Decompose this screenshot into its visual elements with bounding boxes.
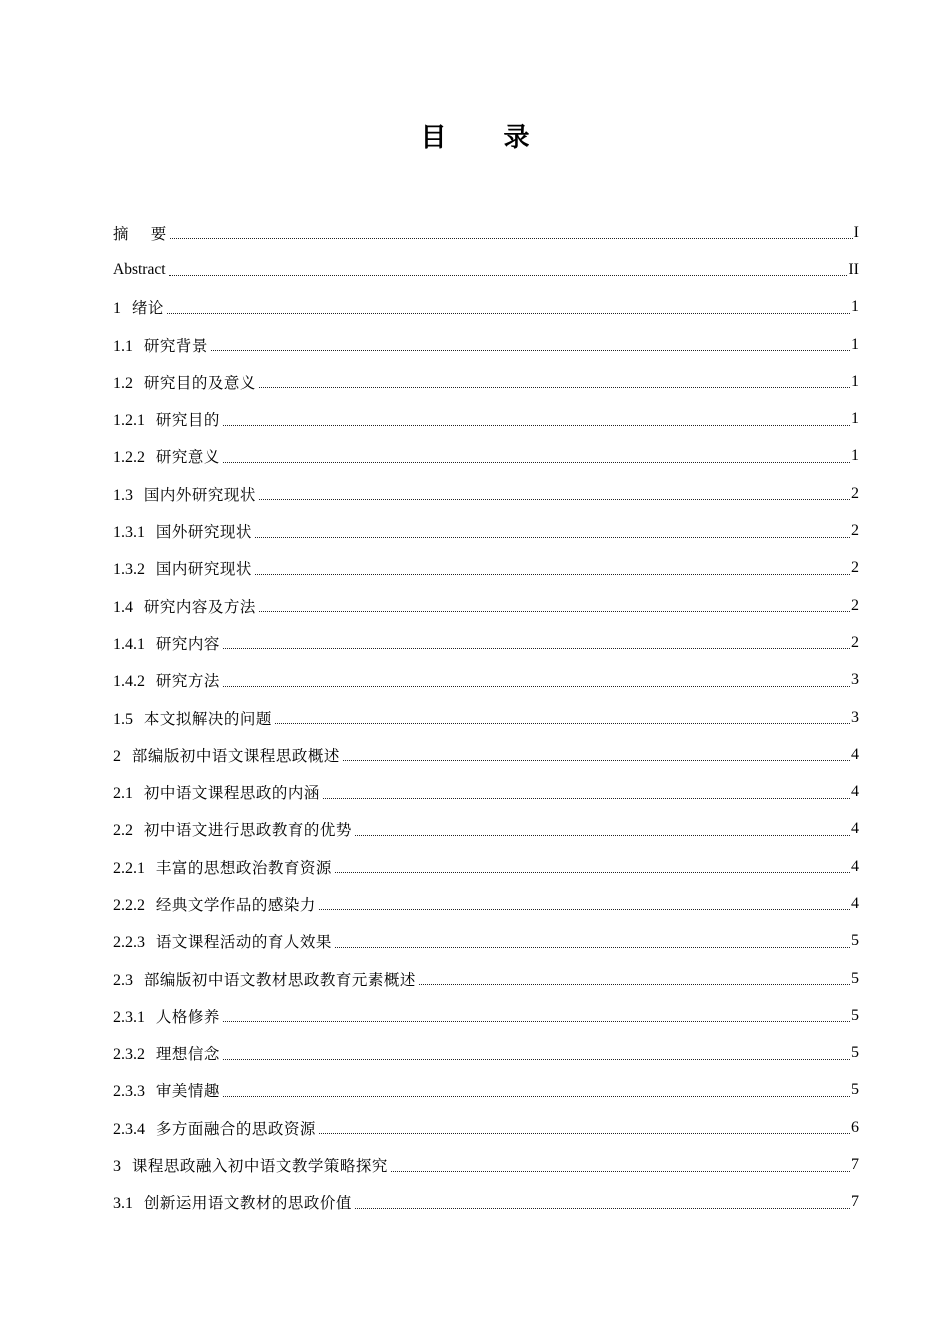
toc-entry-label (113, 781, 320, 803)
toc-entry-text: 审美情趣 (155, 1082, 220, 1101)
toc-entry-number: 1.4.1 (113, 635, 145, 653)
toc-entry-text: 课程思政融入初中语文教学策略探究 (131, 1157, 388, 1176)
toc-entry-label (113, 1154, 388, 1176)
toc-entry-label (113, 856, 332, 878)
toc-entry-number: 3.1 (113, 1195, 133, 1213)
toc-entry[interactable] (113, 662, 859, 699)
toc-entry-label (113, 408, 220, 430)
toc-entry-page: 5 (851, 969, 859, 987)
toc-entry-page: 3 (851, 708, 859, 726)
toc-leader-dots (223, 1059, 850, 1060)
toc-entry-page: 4 (851, 857, 859, 875)
toc-entry-text: 部编版初中语文教材思政教育元素概述 (143, 970, 416, 989)
toc-entry-label (113, 1042, 220, 1064)
toc-entry-label (113, 595, 256, 617)
toc-entry[interactable] (113, 811, 859, 848)
toc-entry-text: 语文课程活动的育人效果 (155, 933, 332, 952)
toc-entry-number: 2.3 (113, 971, 133, 989)
toc-leader-dots (259, 499, 850, 500)
toc-entry[interactable] (113, 363, 859, 400)
toc-entry-page: II (848, 260, 859, 278)
toc-entry-page: 1 (851, 372, 859, 390)
toc-entry-page: 4 (851, 783, 859, 801)
toc-entry-number: 1.4 (113, 598, 133, 616)
toc-entry[interactable] (113, 736, 859, 773)
toc-entry[interactable] (113, 997, 859, 1034)
toc-entry-page: 4 (851, 894, 859, 912)
toc-entry-page: 4 (851, 820, 859, 838)
toc-entry-page: 2 (851, 484, 859, 502)
toc-entry-text: 国内外研究现状 (143, 485, 256, 504)
toc-leader-dots (223, 1021, 850, 1022)
toc-entry-text: 研究内容 (155, 634, 220, 653)
toc-entry-page: 5 (851, 1006, 859, 1024)
toc-entry-text: 理想信念 (155, 1045, 220, 1064)
toc-leader-dots (169, 275, 848, 276)
toc-entry-page: 5 (851, 1044, 859, 1062)
toc-entry[interactable] (113, 1146, 859, 1183)
toc-entry-number: 1.2 (113, 374, 133, 392)
toc-entry[interactable] (113, 1035, 859, 1072)
toc-entry[interactable] (113, 923, 859, 960)
toc-leader-dots (223, 425, 850, 426)
toc-entry-page: 2 (851, 596, 859, 614)
toc-entry-text: 部编版初中语文课程思政概述 (131, 746, 340, 765)
toc-entry[interactable] (113, 214, 859, 251)
toc-leader-dots (355, 835, 850, 836)
toc-entry-text: 多方面融合的思政资源 (155, 1119, 316, 1138)
toc-entry[interactable] (113, 624, 859, 661)
toc-entry[interactable] (113, 326, 859, 363)
toc-entry-text: 绪论 (131, 299, 164, 318)
toc-entry-text: 研究方法 (155, 672, 220, 691)
toc-entry-label (113, 1079, 220, 1101)
toc-entry[interactable] (113, 550, 859, 587)
toc-entry-text: 研究内容及方法 (143, 597, 256, 616)
toc-leader-dots (391, 1171, 850, 1172)
toc-entry[interactable] (113, 400, 859, 437)
toc-entry[interactable] (113, 1072, 859, 1109)
toc-leader-dots (167, 313, 850, 314)
toc-entry-text: 初中语文进行思政教育的优势 (143, 821, 352, 840)
toc-entry-page: 7 (851, 1156, 859, 1174)
toc-entry-text: 国内研究现状 (155, 560, 252, 579)
toc-entry-text: 国外研究现状 (155, 523, 252, 542)
toc-entry-page: 3 (851, 671, 859, 689)
toc-entry-number: 2.2.3 (113, 934, 145, 952)
toc-entry[interactable] (113, 773, 859, 810)
toc-entry[interactable] (113, 885, 859, 922)
toc-leader-dots (223, 1096, 850, 1097)
toc-entry-label (113, 893, 316, 915)
toc-entry-label (113, 1117, 316, 1139)
toc-entry[interactable] (113, 1109, 859, 1146)
toc-entry-text: 研究目的 (155, 411, 220, 430)
toc-entry-number: 2.2.2 (113, 896, 145, 914)
toc-entry-page: 1 (851, 410, 859, 428)
toc-entry-number: 1.4.2 (113, 673, 145, 691)
toc-entry-text: 丰富的思想政治教育资源 (155, 858, 332, 877)
toc-entry-number: 1.5 (113, 710, 133, 728)
toc-entry-number: 1.3 (113, 486, 133, 504)
toc-leader-dots (259, 387, 850, 388)
toc-entry-page: 1 (851, 335, 859, 353)
toc-entry-label (113, 632, 220, 654)
toc-entry-page: 1 (851, 298, 859, 316)
toc-entry-label (113, 1191, 352, 1213)
toc-entry-number: 2 (113, 747, 121, 765)
toc-leader-dots (211, 350, 850, 351)
toc-entry-page: 6 (851, 1118, 859, 1136)
toc-entry-page: 2 (851, 633, 859, 651)
toc-entry[interactable] (113, 438, 859, 475)
toc-entry-text: 本文拟解决的问题 (143, 709, 272, 728)
toc-entry-page: I (853, 223, 859, 241)
toc-leader-dots (223, 648, 850, 649)
toc-entry[interactable] (113, 251, 859, 288)
toc-entry-number: 1.2.1 (113, 412, 145, 430)
toc-entry-page: 1 (851, 447, 859, 465)
toc-leader-dots (255, 574, 850, 575)
toc-entry-number: 2.3.4 (113, 1120, 145, 1138)
page-title: 目 录 (420, 123, 554, 153)
toc-leader-dots (335, 947, 850, 948)
toc-entry-label (113, 371, 256, 393)
toc-entry-label (113, 1005, 220, 1027)
toc-entry-text: 创新运用语文教材的思政价值 (143, 1194, 352, 1213)
toc-entry-text: Abstract (113, 261, 166, 279)
toc-entry-number: 2.3.1 (113, 1008, 145, 1026)
toc-entry-number: 2.3.3 (113, 1083, 145, 1101)
toc-entry-number: 1.3.1 (113, 524, 145, 542)
toc-entry-label (113, 707, 272, 729)
toc-leader-dots (343, 760, 850, 761)
toc-entry[interactable] (113, 848, 859, 885)
toc-leader-dots (419, 984, 850, 985)
toc-entry[interactable] (113, 1184, 859, 1221)
toc-entry-page: 5 (851, 1081, 859, 1099)
toc-entry-label (113, 222, 167, 244)
toc-entry-page: 2 (851, 522, 859, 540)
toc-leader-dots (319, 909, 850, 910)
toc-entry-text: 摘 要 (113, 224, 167, 243)
toc-entry-label (113, 818, 352, 840)
toc-leader-dots (319, 1133, 850, 1134)
toc-entry[interactable] (113, 587, 859, 624)
toc-entry-number: 1.2.2 (113, 449, 145, 467)
toc-leader-dots (170, 238, 853, 239)
toc-entry-number: 1.1 (113, 337, 133, 355)
toc-entry-label (113, 744, 340, 766)
toc-leader-dots (355, 1208, 850, 1209)
toc-entry-text: 初中语文课程思政的内涵 (143, 784, 320, 803)
toc-entry-label (113, 669, 220, 691)
toc-entry[interactable] (113, 475, 859, 512)
toc-entry-page: 7 (851, 1193, 859, 1211)
table-of-contents (113, 214, 859, 1221)
toc-leader-dots (255, 537, 850, 538)
toc-entry-number: 3 (113, 1158, 121, 1176)
toc-entry-text: 研究目的及意义 (143, 373, 256, 392)
toc-entry-label (113, 968, 416, 990)
toc-entry-text: 研究背景 (143, 336, 208, 355)
toc-entry-label (113, 260, 166, 279)
toc-entry-number: 2.3.2 (113, 1046, 145, 1064)
toc-leader-dots (223, 686, 850, 687)
toc-leader-dots (323, 798, 850, 799)
toc-entry-label (113, 483, 256, 505)
toc-entry-text: 人格修养 (155, 1007, 220, 1026)
toc-entry-label (113, 296, 164, 318)
toc-entry-page: 4 (851, 745, 859, 763)
toc-leader-dots (275, 723, 850, 724)
toc-entry-number: 2.1 (113, 785, 133, 803)
toc-leader-dots (259, 611, 850, 612)
toc-entry-label (113, 520, 252, 542)
toc-entry-number: 1.3.2 (113, 561, 145, 579)
toc-entry-number: 1 (113, 300, 121, 318)
toc-entry-page: 5 (851, 932, 859, 950)
toc-leader-dots (335, 872, 850, 873)
toc-entry-number: 2.2 (113, 822, 133, 840)
toc-leader-dots (223, 462, 850, 463)
toc-entry[interactable] (113, 512, 859, 549)
toc-entry[interactable] (113, 289, 859, 326)
toc-entry[interactable] (113, 699, 859, 736)
toc-entry-label (113, 930, 332, 952)
toc-entry-label (113, 557, 252, 579)
toc-entry-label (113, 334, 208, 356)
toc-entry-number: 2.2.1 (113, 859, 145, 877)
toc-entry-text: 经典文学作品的感染力 (155, 895, 316, 914)
toc-entry-page: 2 (851, 559, 859, 577)
toc-entry[interactable] (113, 960, 859, 997)
toc-entry-label (113, 445, 220, 467)
toc-entry-text: 研究意义 (155, 448, 220, 467)
